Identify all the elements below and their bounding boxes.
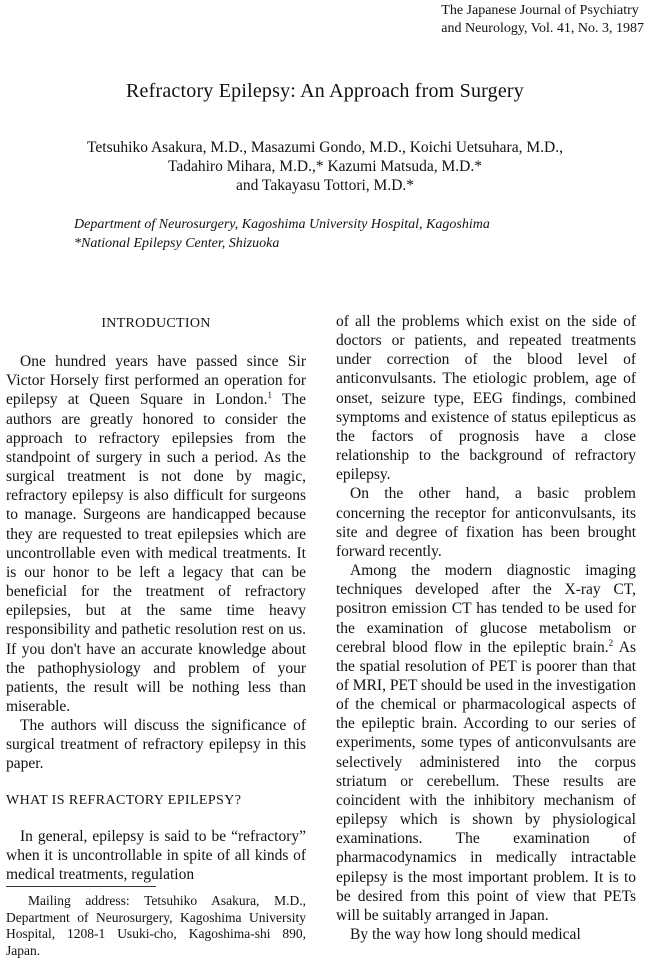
intro-paragraph-2: The authors will discuss the significance of surgical treatment of refractory epilepsy in this paper. — [6, 717, 306, 773]
affiliations — [74, 215, 490, 253]
left-column — [6, 312, 306, 884]
reference-1: 1 — [267, 390, 272, 401]
mailing-address-footnote: Mailing address: Tetsuhiko Asakura, M.D., Department of Neurosurgery, Kagoshima University Hospital, 1208-1 Usuki-cho, Kagoshima-shi 890, Japan. — [6, 893, 306, 958]
footnote-divider — [6, 886, 156, 887]
intro-text-1: One hundred years have passed since Sir Victor Horsely first performed an operation for epilepsy at Queen Square in London. — [6, 353, 306, 409]
journal-citation — [441, 2, 644, 38]
author-list — [0, 138, 650, 195]
affiliation-1: Department of Neurosurgery, Kagoshima University Hospital, Kagoshima — [74, 217, 490, 232]
section-heading-refractory: WHAT IS REFRACTORY EPILEPSY? — [6, 792, 242, 808]
reference-2: 2 — [608, 637, 614, 648]
journal-volume: and Neurology, Vol. 41, No. 3, 1987 — [441, 21, 644, 36]
pet-text-1: Among the modern diagnostic imaging techniques developed after the X-ray CT, positron emission CT has tended to be used for the examination of glucose metabolism or cerebral blood flow in the epileptic brain. — [336, 562, 636, 656]
pet-text-2: As the spatial resolution of PET is poorer than that of MRI, PET should be used in the investigation of the chemical or pharmacological aspects of the epileptic brain. According to our series of experiments, some types of anticonvulsants are selectively administered into the corpus striatum or cerebellum. These results are coincident with the inhibitory mechanism of epilepsy which is shown by physiological examinations. The examination of pharmacodynamics in medically intractable epilepsy is the most important problem. It is to be desired from this point of view that PETs will be suitably arranged in Japan. — [336, 638, 636, 924]
author-line-3: and Takayasu Tottori, M.D.* — [235, 177, 415, 194]
right-paragraph-2: On the other hand, a basic problem concerning the receptor for anticonvulsants, its site and degree of fixation has been brought forward recently. — [336, 485, 636, 560]
intro-paragraph-1 — [6, 352, 306, 716]
intro-text-2: The authors are greatly honored to consider the approach to refractory epilepsies from the standpoint of surgery in such a period. As the surgical treatment is not done by magic, refractory epilepsy is also difficult for surgeons to manage. Surgeons are handicapped because they are requested to treat epilepsies which are uncontrollable even with medical treatments. It is our honor to be left a legacy that can be beneficial for the treatment of refractory epilepsies, but at the same time heavy responsibility and pathetic resolution rest on us. If you don't have an accurate knowledge about the pathophysiology and problem of your patients, the result will be nothing less than miserable. — [6, 391, 306, 715]
affiliation-2: *National Epilepsy Center, Shizuoka — [74, 236, 280, 251]
article-title: Refractory Epilepsy: An Approach from Surgery — [126, 80, 524, 102]
right-paragraph-4: By the way how long should medical — [350, 926, 581, 943]
author-line-1: Tetsuhiko Asakura, M.D., Masazumi Gondo, M.D., Koichi Uetsuhara, M.D., — [87, 139, 563, 156]
refractory-paragraph-1: In general, epilepsy is said to be “refractory” when it is uncontrollable in spite of all kinds of medical treatments, regulation — [6, 827, 306, 884]
right-paragraph-3 — [336, 561, 636, 925]
right-column — [336, 312, 636, 944]
introduction-heading: INTRODUCTION — [101, 316, 211, 331]
journal-name: The Japanese Journal of Psychiatry — [441, 3, 639, 18]
right-paragraph-1: of all the problems which exist on the side of doctors or patients, and repeated treatments under correction of the blood level of anticonvulsants. The etiologic problem, age of onset, seizure type, EEG findings, combined symptoms and existence of status epilepticus as the factors of prognosis have a close relationship to the background of refractory epilepsy. — [336, 313, 636, 484]
author-line-2: Tadahiro Mihara, M.D.,* Kazumi Matsuda, M.D.* — [167, 158, 483, 175]
